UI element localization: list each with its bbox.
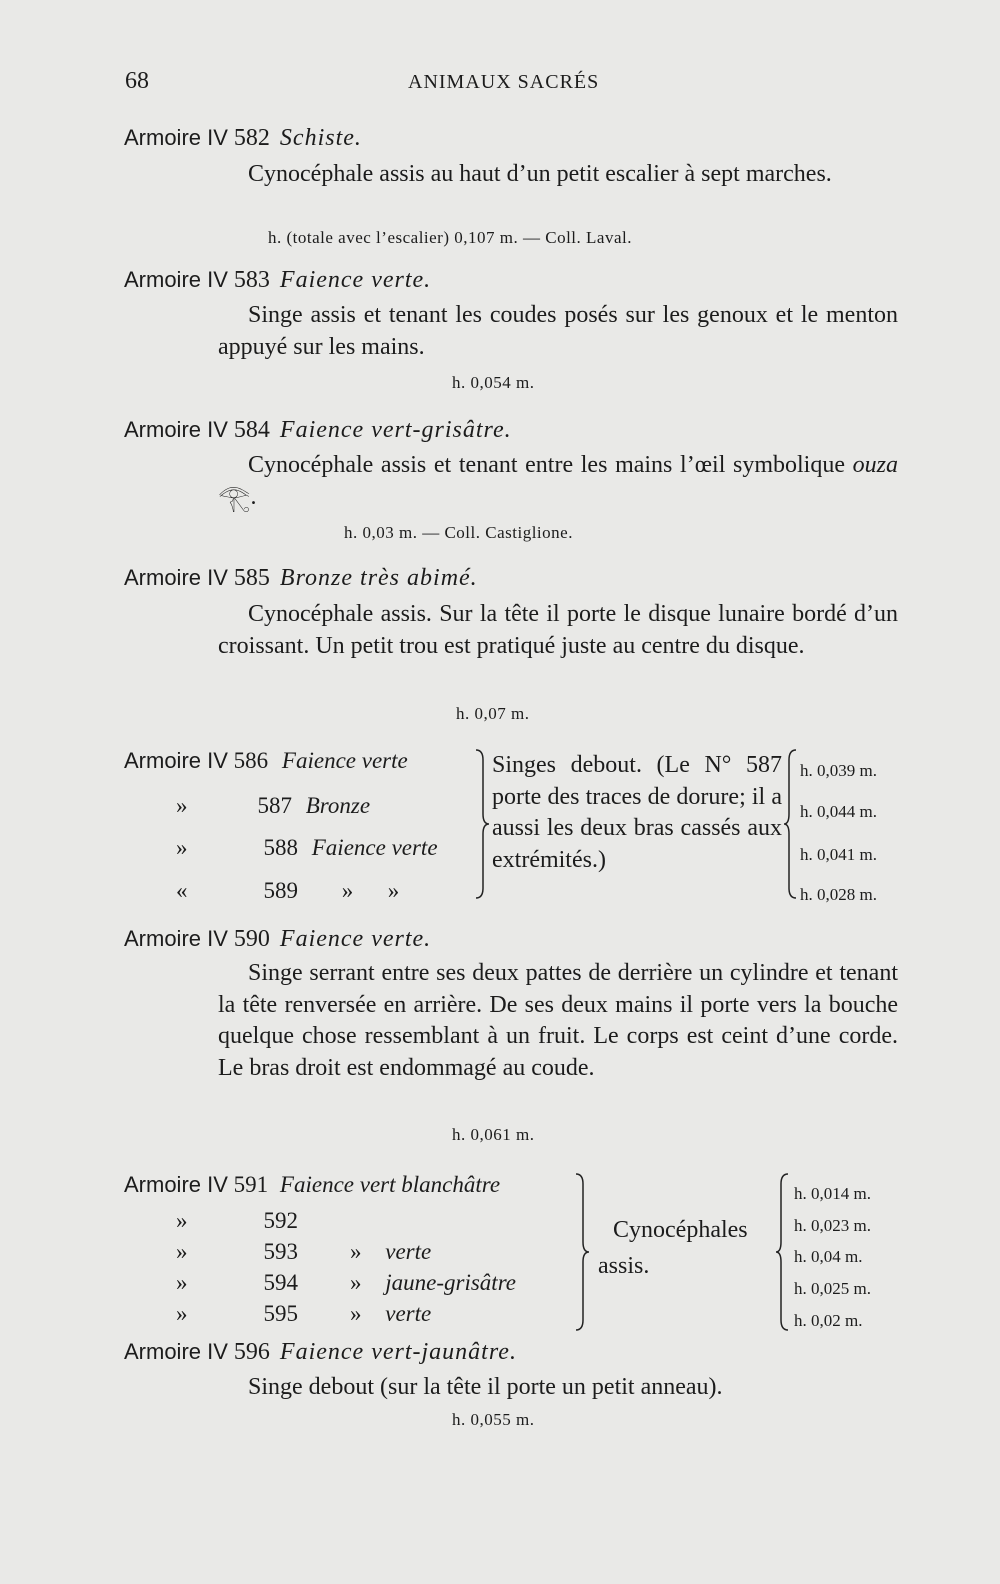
page-number: 68 [125,68,149,94]
entry-measure: h. 0,061 m. [452,1125,535,1144]
group-row: » 595 » verte [176,1301,432,1326]
left-brace [574,1172,590,1332]
group-measure: h. 0,028 m. [800,885,877,904]
group-description: Singes debout. (Le N° 587 porte des traces de dorure; il a aussi les deux bras cassés aux extrémités.) [492,752,782,873]
group-measure: h. 0,014 m. [794,1184,871,1203]
entry-heading: Armoire IV 582 Schiste. [124,125,362,151]
group-measure: h. 0,025 m. [794,1279,871,1298]
entry-description: Singe debout (sur la tête il porte un petit anneau). [248,1374,723,1400]
entry-description: Singe serrant entre ses deux pattes de derrière un cylindre et tenant la tête renversée en arrière. De ses deux mains il porte vers la bouche quelque chose ressemblant à un fruit. Le corps est ceint d’une corde. Le bras droit est endommagé au coude. [218,960,898,1081]
entry-measure: h. 0,03 m. — Coll. Castiglione. [344,523,573,542]
left-brace [474,748,490,900]
group-measure: h. 0,039 m. [800,761,877,780]
group-measure: h. 0,041 m. [800,845,877,864]
running-title: ANIMAUX SACRÉS [408,71,600,93]
group-row: Armoire IV 586 Faience verte [124,748,408,773]
entry-description: Cynocéphale assis. Sur la tête il porte le disque lunaire bordé d’un croissant. Un petit trou est pratiqué juste au centre du disque. [218,601,898,659]
entry-heading: Armoire IV 585 Bronze très abimé. [124,565,478,591]
entry-measure: h. (totale avec l’escalier) 0,107 m. — Coll. Laval. [268,228,632,247]
group-row: » 588 Faience verte [176,835,438,860]
entry-heading: Armoire IV 596 Faience vert-jaunâtre. [124,1339,517,1365]
entry-description: Cynocéphale assis au haut d’un petit escalier à sept marches. [248,161,832,187]
group-measure: h. 0,02 m. [794,1311,863,1330]
group-measure: h. 0,044 m. [800,802,877,821]
group-description: assis. [598,1253,650,1279]
entry-heading: Armoire IV 583 Faience verte. [124,267,432,293]
group-row: » 587 Bronze [176,793,371,818]
right-brace [784,748,798,900]
group-description: Cynocéphales [613,1217,748,1243]
right-brace [776,1172,790,1332]
entry-measure: h. 0,054 m. [452,373,535,392]
entry-heading: Armoire IV 590 Faience verte. [124,926,432,952]
entry-measure: h. 0,07 m. [456,704,530,723]
entry-measure: h. 0,055 m. [452,1410,535,1429]
group-measure: h. 0,04 m. [794,1247,863,1266]
entry-description: Cynocéphale assis et tenant entre les mains l’œil symbolique ouza 𓂀. [218,452,899,513]
group-row: » 594 » jaune-grisâtre [176,1270,516,1295]
group-row: » 592 [176,1208,298,1233]
group-row: Armoire IV 591 Faience vert blanchâtre [124,1172,501,1197]
group-row: » 593 » verte [176,1239,432,1264]
group-measure: h. 0,023 m. [794,1216,871,1235]
group-row: « 589 » » [176,878,400,903]
entry-heading: Armoire IV 584 Faience vert-grisâtre. [124,417,512,443]
entry-description: Singe assis et tenant les coudes posés sur les genoux et le menton appuyé sur les mains. [218,302,898,360]
ouza-eye-icon: 𓂀 [218,483,251,513]
